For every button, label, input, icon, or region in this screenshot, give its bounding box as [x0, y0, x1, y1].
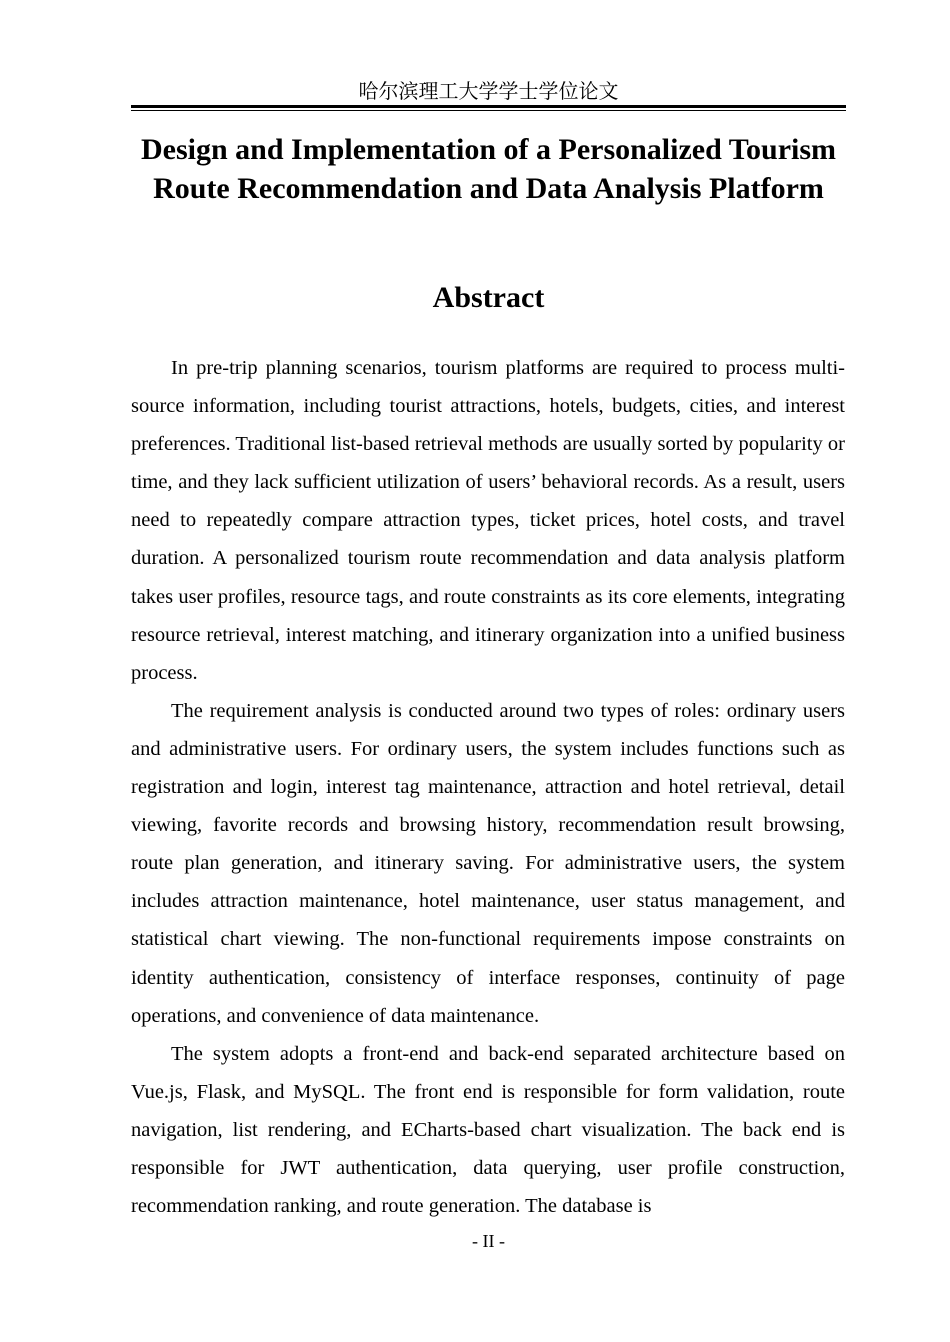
header-rule-thick — [131, 105, 846, 108]
header-rule-thin — [131, 110, 846, 111]
abstract-paragraph-2: The requirement analysis is conducted around two types of roles: ordinary users and administrative users. For ordinary users, the system includes functions such as registration and login, interest tag maintenance, attraction and hotel retrieval, detail viewing, favorite records and browsing history, recommendation result browsing, route plan generation, and itinerary saving. For administrative users, the system includes attraction maintenance, hotel maintenance, user status management, and statistical chart viewing. The non-functional requirements impose constraints on identity authentication, consistency of interface responses, continuity of page operations, and convenience of data maintenance. — [131, 699, 845, 1027]
abstract-heading: Abstract — [432, 281, 545, 314]
page-number: - II - — [472, 1231, 505, 1251]
running-header: 哈尔滨理工大学学士学位论文 — [358, 79, 619, 103]
abstract-paragraph-1: In pre-trip planning scenarios, tourism platforms are required to process multi-source information, including tourist attractions, hotels, budgets, cities, and interest preferences. Traditional list-based retrieval methods are usually sorted by popularity or time, and they lack sufficient utilization of users’ behavioral records. As a result, users need to repeatedly compare attraction types, ticket prices, hotel costs, and travel duration. A personalized tourism route recommendation and data analysis platform takes user profiles, resource tags, and route constraints as its core elements, integrating resource retrieval, interest matching, and itinerary organization into a unified business process. — [131, 357, 845, 684]
abstract-body — [131, 349, 845, 1225]
thesis-title: Design and Implementation of a Personalized Tourism Route Recommendation and Data Analysis Platform — [140, 133, 837, 205]
abstract-paragraph-3: The system adopts a front-end and back-end separated architecture based on Vue.js, Flask, and MySQL. The front end is responsible for form validation, route navigation, list rendering, and ECharts-based chart visualization. The back end is responsible for JWT authentication, data querying, user profile construction, recommendation ranking, and route generation. The database is — [131, 1042, 845, 1218]
